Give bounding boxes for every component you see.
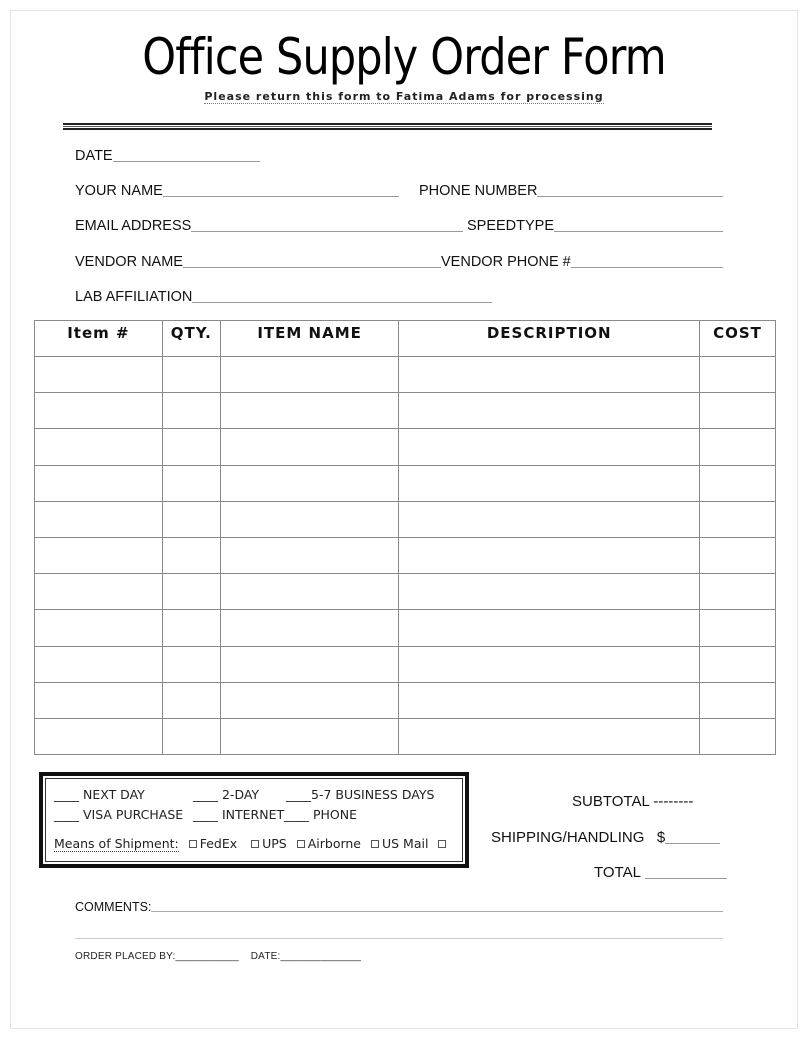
order-placed-footer bbox=[75, 951, 361, 962]
table-row bbox=[35, 393, 776, 429]
option-label: 2-DAY bbox=[221, 787, 260, 802]
comments-field[interactable] bbox=[75, 898, 723, 914]
checkbox-icon[interactable] bbox=[297, 840, 305, 848]
speedtype-field[interactable] bbox=[467, 215, 723, 235]
description-cell[interactable] bbox=[399, 610, 700, 646]
option-blank[interactable]: ____ bbox=[193, 787, 218, 802]
carrier-airborne: Airborne bbox=[307, 836, 361, 851]
subtotal-value[interactable]: -------- bbox=[653, 793, 694, 810]
email-address-field[interactable] bbox=[75, 215, 463, 235]
currency-symbol: $ bbox=[656, 829, 666, 846]
column-header-item-name: ITEM NAME bbox=[220, 321, 399, 357]
total-row bbox=[594, 864, 727, 881]
description-cell[interactable] bbox=[399, 393, 700, 429]
header-divider bbox=[63, 123, 712, 130]
item-number-cell[interactable] bbox=[35, 465, 163, 501]
order-placed-by-label: ORDER PLACED BY: bbox=[75, 951, 176, 962]
table-row bbox=[35, 465, 776, 501]
description-cell[interactable] bbox=[399, 646, 700, 682]
option-label: VISA PURCHASE bbox=[82, 807, 184, 822]
table-row bbox=[35, 610, 776, 646]
table-row bbox=[35, 357, 776, 393]
items-table bbox=[34, 320, 776, 755]
qty-cell[interactable] bbox=[162, 465, 220, 501]
description-cell[interactable] bbox=[399, 429, 700, 465]
vendor-name-field[interactable] bbox=[75, 251, 441, 271]
checkbox-icon[interactable] bbox=[371, 840, 379, 848]
option-visa-purchase[interactable] bbox=[54, 807, 183, 822]
option-5-7-business-days[interactable] bbox=[286, 787, 434, 802]
qty-cell[interactable] bbox=[162, 393, 220, 429]
vendor-phone-input-line[interactable] bbox=[571, 267, 723, 268]
qty-cell[interactable] bbox=[162, 429, 220, 465]
order-placed-by-blank[interactable]: ___________ bbox=[175, 951, 239, 962]
email-address-input-line[interactable] bbox=[191, 231, 463, 232]
shipping-options-inner bbox=[45, 778, 463, 862]
date-label: DATE bbox=[75, 148, 113, 164]
item-number-cell[interactable] bbox=[35, 646, 163, 682]
phone-number-input-line[interactable] bbox=[537, 196, 723, 197]
option-label: INTERNET bbox=[221, 807, 285, 822]
means-of-shipment-label: Means of Shipment: bbox=[54, 836, 179, 851]
cost-cell[interactable] bbox=[700, 682, 776, 718]
cost-cell[interactable] bbox=[700, 501, 776, 537]
shipping-options-box bbox=[39, 772, 469, 868]
carrier-fedex: FedEx bbox=[199, 836, 238, 851]
option-next-day[interactable] bbox=[54, 787, 145, 802]
qty-cell[interactable] bbox=[162, 682, 220, 718]
item-name-cell[interactable] bbox=[220, 429, 399, 465]
item-name-cell[interactable] bbox=[220, 393, 399, 429]
table-row bbox=[35, 682, 776, 718]
item-number-cell[interactable] bbox=[35, 537, 163, 573]
table-header-row bbox=[35, 321, 776, 357]
qty-cell[interactable] bbox=[162, 357, 220, 393]
comments-input-line-2[interactable] bbox=[75, 938, 723, 939]
item-name-cell[interactable] bbox=[220, 646, 399, 682]
cost-cell[interactable] bbox=[700, 465, 776, 501]
item-name-cell[interactable] bbox=[220, 357, 399, 393]
cost-cell[interactable] bbox=[700, 429, 776, 465]
column-header-description: DESCRIPTION bbox=[399, 321, 700, 357]
form-subtitle bbox=[0, 90, 808, 103]
carrier-us-mail: US Mail bbox=[381, 836, 429, 851]
item-number-cell[interactable] bbox=[35, 429, 163, 465]
cost-cell[interactable] bbox=[700, 537, 776, 573]
total-label: TOTAL bbox=[594, 864, 641, 881]
item-number-cell[interactable] bbox=[35, 393, 163, 429]
item-number-cell[interactable] bbox=[35, 501, 163, 537]
comments-label: COMMENTS: bbox=[75, 900, 152, 914]
item-name-cell[interactable] bbox=[220, 610, 399, 646]
date-field[interactable] bbox=[75, 145, 260, 165]
description-cell[interactable] bbox=[399, 537, 700, 573]
speedtype-input-line[interactable] bbox=[554, 231, 723, 232]
column-header-cost: COST bbox=[700, 321, 776, 357]
description-cell[interactable] bbox=[399, 682, 700, 718]
email-address-label: EMAIL ADDRESS bbox=[75, 218, 192, 234]
description-cell[interactable] bbox=[399, 465, 700, 501]
item-name-cell[interactable] bbox=[220, 682, 399, 718]
cost-cell[interactable] bbox=[700, 574, 776, 610]
your-name-field[interactable] bbox=[75, 180, 399, 200]
lab-affiliation-input-line[interactable] bbox=[192, 302, 492, 303]
item-number-cell[interactable] bbox=[35, 574, 163, 610]
option-phone[interactable] bbox=[284, 807, 357, 822]
option-internet[interactable] bbox=[193, 807, 284, 822]
vendor-phone-field[interactable] bbox=[441, 251, 723, 271]
shipping-handling-label: SHIPPING/HANDLING bbox=[491, 829, 645, 846]
table-row bbox=[35, 646, 776, 682]
cost-cell[interactable] bbox=[700, 393, 776, 429]
your-name-input-line[interactable] bbox=[163, 196, 399, 197]
qty-cell[interactable] bbox=[162, 574, 220, 610]
option-label: NEXT DAY bbox=[82, 787, 145, 802]
carrier-ups: UPS bbox=[262, 836, 287, 851]
option-label: PHONE bbox=[312, 807, 358, 822]
checkbox-icon[interactable] bbox=[438, 840, 446, 848]
option-2-day[interactable] bbox=[193, 787, 259, 802]
subtitle-text: Please return this form to Fatima Adams for processing bbox=[204, 90, 604, 103]
column-header-item-number: Item # bbox=[35, 321, 163, 357]
description-cell[interactable] bbox=[399, 574, 700, 610]
description-cell[interactable] bbox=[399, 357, 700, 393]
column-header-qty: QTY. bbox=[162, 321, 220, 357]
item-number-cell[interactable] bbox=[35, 357, 163, 393]
option-blank[interactable]: ____ bbox=[54, 807, 79, 822]
description-cell[interactable] bbox=[399, 718, 700, 754]
comments-input-line[interactable] bbox=[151, 911, 723, 912]
your-name-label: YOUR NAME bbox=[75, 183, 163, 199]
description-cell[interactable] bbox=[399, 501, 700, 537]
vendor-name-label: VENDOR NAME bbox=[75, 254, 183, 270]
table-row bbox=[35, 574, 776, 610]
table-row bbox=[35, 537, 776, 573]
means-of-shipment bbox=[54, 836, 449, 851]
option-label: 5-7 BUSINESS DAYS bbox=[311, 787, 435, 802]
shipping-handling-input-line[interactable] bbox=[665, 843, 720, 844]
cost-cell[interactable] bbox=[700, 646, 776, 682]
item-name-cell[interactable] bbox=[220, 537, 399, 573]
phone-number-label: PHONE NUMBER bbox=[419, 183, 538, 199]
table-row bbox=[35, 718, 776, 754]
footer-date-blank[interactable]: ______________ bbox=[280, 951, 362, 962]
qty-cell[interactable] bbox=[162, 537, 220, 573]
option-blank[interactable]: ____ bbox=[286, 787, 311, 802]
vendor-phone-label: VENDOR PHONE # bbox=[441, 254, 571, 270]
item-name-cell[interactable] bbox=[220, 501, 399, 537]
date-input-line[interactable] bbox=[113, 161, 260, 162]
cost-cell[interactable] bbox=[700, 718, 776, 754]
lab-affiliation-field[interactable] bbox=[75, 286, 492, 306]
qty-cell[interactable] bbox=[162, 501, 220, 537]
footer-date-label: DATE: bbox=[250, 951, 281, 962]
cost-cell[interactable] bbox=[700, 610, 776, 646]
item-number-cell[interactable] bbox=[35, 682, 163, 718]
table-row bbox=[35, 501, 776, 537]
qty-cell[interactable] bbox=[162, 718, 220, 754]
option-blank[interactable]: ____ bbox=[284, 807, 309, 822]
lab-affiliation-label: LAB AFFILIATION bbox=[75, 289, 193, 305]
total-input-line[interactable] bbox=[645, 878, 727, 879]
vendor-name-input-line[interactable] bbox=[183, 267, 441, 268]
option-blank[interactable]: ____ bbox=[54, 787, 79, 802]
qty-cell[interactable] bbox=[162, 610, 220, 646]
option-blank[interactable]: ____ bbox=[193, 807, 218, 822]
item-name-cell[interactable] bbox=[220, 718, 399, 754]
phone-number-field[interactable] bbox=[419, 180, 723, 200]
subtotal-row bbox=[572, 793, 693, 810]
item-name-cell[interactable] bbox=[220, 574, 399, 610]
item-number-cell[interactable] bbox=[35, 610, 163, 646]
checkbox-icon[interactable] bbox=[251, 840, 259, 848]
speedtype-label: SPEEDTYPE bbox=[467, 218, 555, 234]
subtotal-label: SUBTOTAL bbox=[572, 793, 650, 810]
shipping-handling-row bbox=[491, 829, 720, 846]
qty-cell[interactable] bbox=[162, 646, 220, 682]
checkbox-icon[interactable] bbox=[189, 840, 197, 848]
item-number-cell[interactable] bbox=[35, 718, 163, 754]
table-row bbox=[35, 429, 776, 465]
item-name-cell[interactable] bbox=[220, 465, 399, 501]
form-title: Office Supply Order Form bbox=[142, 28, 666, 86]
cost-cell[interactable] bbox=[700, 357, 776, 393]
